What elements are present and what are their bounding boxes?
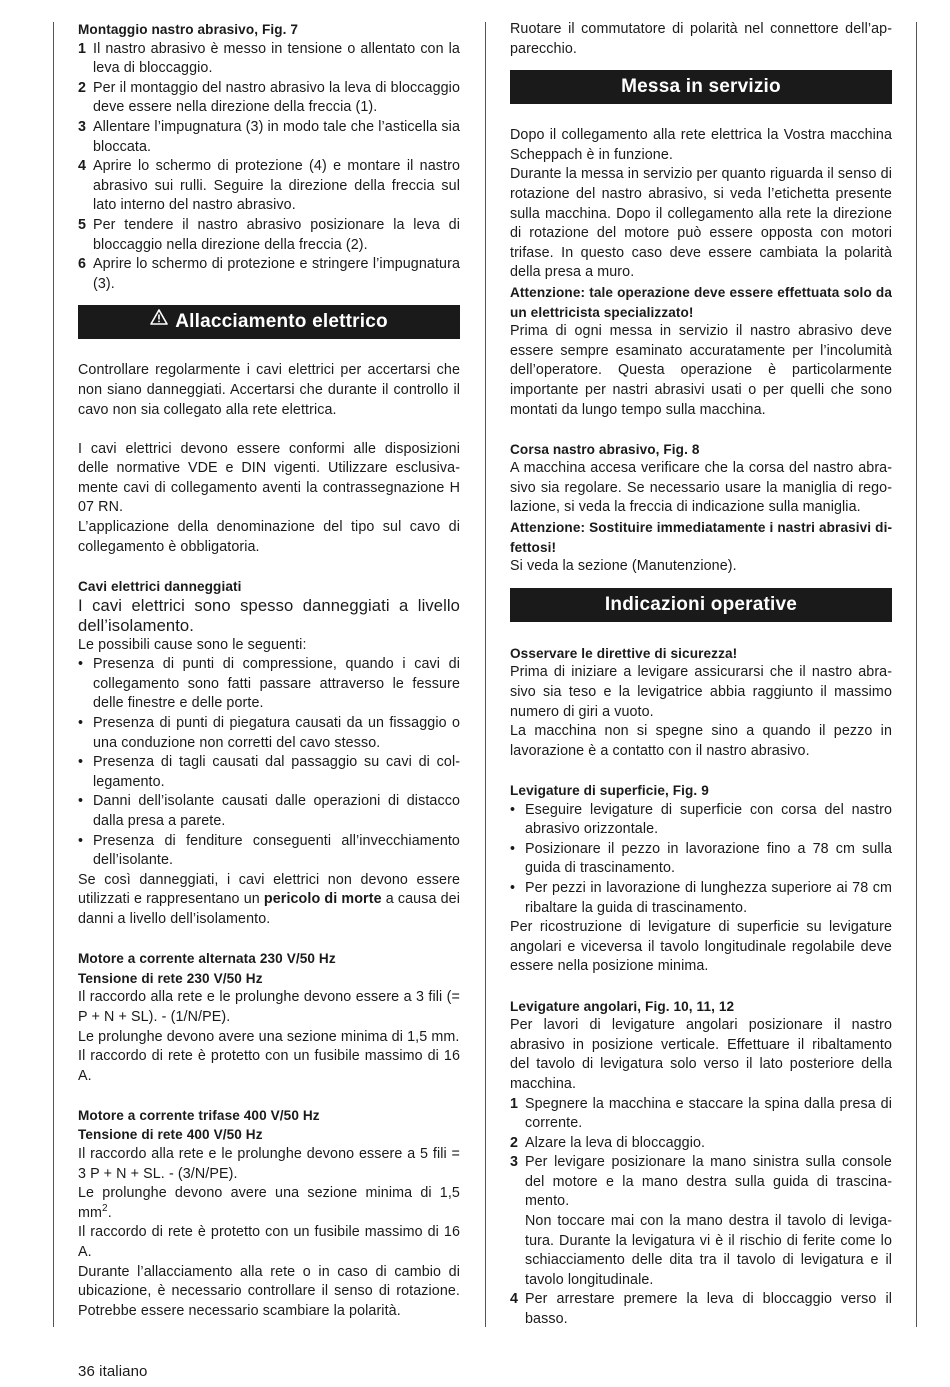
step-number: 1 — [78, 40, 87, 57]
list-item: • Danni dell’isolante causati dalle operazioni di distacco dalla presa a parete. — [78, 792, 460, 831]
step-text: Spegnere la macchina e staccare la spina dalla presa di corrente. — [525, 1095, 892, 1132]
text-run: a causa dei danni a livello dell’isolamento. — [78, 891, 460, 927]
step-number: 5 — [78, 216, 87, 233]
paragraph: Controllare regolarmente i cavi elettrici per accertarsi che non siano danneggiati. Accertarsi che durante il controllo il cavo non sia collegato alla rete elettrica. — [78, 362, 460, 418]
left-margin-rule — [53, 22, 54, 1327]
step-text: Per il montaggio del nastro abrasivo la leva di bloccaggio deve essere nella direzione della freccia (1). — [93, 79, 460, 116]
section-heading-corsa: Corsa nastro abrasivo, Fig. 8 — [510, 441, 700, 457]
step-number: 2 — [78, 79, 87, 96]
warning-text: Attenzione: Sostituire immediatamente i nastri abrasivi difettosi! — [510, 520, 892, 555]
paragraph: Il raccordo di rete è protetto con un fusibile massimo di 16 A. — [78, 1224, 460, 1261]
list-item: • Presenza di fenditure conseguenti all’invecchiamento dell’isolante. — [78, 832, 460, 871]
numbered-step — [78, 118, 460, 157]
bold-warning-text: pericolo di morte — [263, 891, 382, 908]
right-column — [510, 20, 892, 1330]
section-heading-montaggio: Montaggio nastro abrasivo, Fig. 7 — [78, 22, 299, 37]
paragraph: Le possibili cause sono le seguenti: — [78, 636, 307, 653]
step-number: 3 — [510, 1154, 519, 1171]
list-item: • Posizionare il pezzo in lavorazione fino a 78 cm sulla guida di trascinamento. — [510, 840, 892, 879]
numbered-step — [510, 1095, 892, 1134]
text-run: Se così danneggiati, i cavi elettrici non devono essere utilizzati e rappresentano un — [78, 871, 460, 908]
step-text: Il nastro abrasivo è messo in tensione o allentato con la leva di bloccaggio. — [93, 40, 460, 77]
warning-text: Attenzione: tale operazione deve essere effettuata solo da un elettricista specializzato! — [510, 284, 892, 320]
step-number: 6 — [78, 256, 87, 273]
list-item: • Presenza di punti di compressione, quando i cavi di collegamento sono fatti passare attraverso le fessure delle finestre e delle porte. — [78, 655, 460, 714]
text-run: . — [107, 1204, 112, 1221]
paragraph: Prima di iniziare a levigare assicurarsi che il nastro abrasivo sia teso e la levigatrice abbia raggiunto il massimo numero di giri a vuoto. — [510, 664, 892, 720]
numbered-step — [510, 1290, 892, 1329]
section-heading-angolari: Levigature angolari, Fig. 10, 11, 12 — [510, 998, 735, 1014]
superscript: 2 — [102, 1203, 108, 1215]
numbered-step — [78, 216, 460, 255]
paragraph: Ruotare il commutatore di polarità nel connettore dell’apparecchio. — [510, 21, 892, 57]
paragraph: La macchina non si spegne sino a quando il pezzo in lavorazione è a contatto con il nastro abrasivo. — [510, 723, 892, 759]
section-heading-motore-alternata: Motore a corrente alternata 230 V/50 Hz — [78, 951, 336, 967]
center-column-rule — [485, 22, 486, 1327]
section-banner-allacciamento — [78, 305, 460, 339]
warning-triangle-icon — [150, 303, 168, 337]
emphasis-statement: I cavi elettrici sono spesso danneggiati a livello dell’isolamento. — [78, 596, 460, 636]
step-number: 2 — [510, 1134, 519, 1151]
paragraph: Durante la messa in servizio per quanto riguarda il senso di rotazione del nastro abrasivo, si veda l’etichetta presente sulla macchina. Dopo il collegamento alla rete la direzione di rotazione del motore può essere opposta con motori trifase. In questo caso deve essere cambiata la polarità della presa a muro. — [510, 166, 892, 281]
step-text: Per tendere il nastro abrasivo posizionare la leva di bloccaggio nella direzione della freccia (2). — [93, 216, 460, 253]
paragraph: Per lavori di levigature angolari posizionare il nastro abrasivo in posizione verticale. Effettuare il ribaltamento del tavolo di levigatura solo verso il lato posteriore della macchina. — [510, 1017, 892, 1092]
list-item: • Eseguire levigature di superficie con corsa del nastro abrasivo orizzontale. — [510, 801, 892, 840]
section-banner-indicazioni-operative — [510, 588, 892, 622]
paragraph: L’applicazione della denominazione del tipo sul cavo di collegamento è obbligatoria. — [78, 519, 460, 555]
list-item: • Presenza di punti di piegatura causati da un fissaggio o una conduzione non corretti del cavo stesso. — [78, 714, 460, 753]
numbered-step — [78, 255, 460, 294]
right-margin-rule — [916, 22, 917, 1327]
section-banner-messa-in-servizio — [510, 70, 892, 104]
paragraph: Durante l’allacciamento alla rete o in caso di cambio di ubicazione, è necessario controllare il senso di rotazione. Potrebbe essere necessario scambiare la polarità. — [78, 1263, 460, 1319]
list-item: • Presenza di tagli causati dal passaggio su cavi di collegamento. — [78, 753, 460, 792]
section-heading-superficie: Levigature di superficie, Fig. 9 — [510, 783, 709, 798]
paragraph: Si veda la sezione (Manutenzione). — [510, 558, 737, 575]
numbered-step — [78, 40, 460, 79]
surface-sanding-list — [510, 801, 892, 919]
step-text: Alzare la leva di bloccaggio. — [525, 1134, 706, 1151]
step-number: 4 — [510, 1291, 519, 1308]
section-heading-motore-trifase: Motore a corrente trifase 400 V/50 Hz — [78, 1107, 320, 1123]
numbered-step — [510, 1134, 892, 1154]
subheading-tensione: Tensione di rete 230 V/50 Hz — [78, 970, 263, 986]
paragraph: Il raccordo alla rete e le prolunghe devono essere a 5 fili = 3 P + N + SL. - (3/N/PE). — [78, 1146, 460, 1182]
paragraph: Il raccordo alla rete e le prolunghe devono essere a 3 fili (= P + N + SL). - (1/N/PE). — [78, 989, 460, 1025]
left-column — [78, 20, 460, 1321]
step-text: Allentare l’impugnatura (3) in modo tale che l’asticella sia bloccata. — [93, 118, 460, 155]
banner-title: Indicazioni operative — [604, 593, 798, 615]
section-heading-sicurezza: Osservare le direttive di sicurezza! — [510, 645, 738, 661]
step-text: Per arrestare premere la leva di bloccaggio verso il basso. — [525, 1291, 892, 1328]
paragraph: I cavi elettrici devono essere conformi alle disposizioni delle normative VDE e DIN vigenti. Utilizzare esclusivamente cavi di collegamento aventi la contrassegnazione H 07 RN. — [78, 440, 460, 516]
paragraph — [78, 1184, 460, 1223]
numbered-step — [78, 157, 460, 216]
step-number: 4 — [78, 158, 87, 175]
step-note: Non toccare mai con la mano destra il tavolo di levigatura. Durante la levigatura vi è il rischio di ferite come lo schiacciamento delle dita tra il tavolo di levigatura e il tavolo longitudinale. — [525, 1213, 892, 1288]
montaggio-steps — [78, 40, 460, 295]
text-run: Le prolunghe devono avere una sezione minima di 1,5 mm — [78, 1185, 460, 1221]
section-heading-cavi-danneggiati: Cavi elettrici danneggiati — [78, 578, 242, 594]
banner-title: Messa in servizio — [621, 76, 781, 98]
step-number: 3 — [78, 118, 87, 135]
numbered-step — [510, 1153, 892, 1290]
paragraph — [78, 871, 460, 930]
step-text: Aprire lo schermo di protezione e stringere l’impugnatura (3). — [93, 256, 460, 292]
step-text: Aprire lo schermo di protezione (4) e montare il nastro abrasivo sui rulli. Seguire la direzione della freccia sul lato interno del nastro abrasivo. — [93, 158, 460, 214]
paragraph: Prima di ogni messa in servizio il nastro abrasivo deve essere sempre esaminato accuratamente per l’incolumità dell’operatore. Questa operazione è particolarmente importante per nastri abrasivi usati o per quelli che sono montati da lungo tempo sulla macchina. — [510, 323, 892, 418]
paragraph: Le prolunghe devono avere una sezione minima di 1,5 mm. — [78, 1028, 460, 1045]
step-number: 1 — [510, 1095, 519, 1112]
angular-steps — [510, 1095, 892, 1330]
damage-causes-list — [78, 655, 460, 871]
page-footer: 36 italiano — [78, 1363, 148, 1380]
paragraph: Per ricostruzione di levigature di superficie su levigature angolari e viceversa il tavolo longitudinale regolabile deve essere nella posizione minima. — [510, 919, 892, 975]
paragraph: Dopo il collegamento alla rete elettrica la Vostra macchina Scheppach è in funzione. — [510, 127, 892, 163]
paragraph: A macchina accesa verificare che la corsa del nastro abrasivo sia regolare. Se necessario usare la maniglia di regolazione, si veda la freccia di indicazione sulla maniglia. — [510, 460, 892, 516]
list-item: • Per pezzi in lavorazione di lunghezza superiore ai 78 cm ribaltare la guida di trascinamento. — [510, 879, 892, 918]
subheading-tensione: Tensione di rete 400 V/50 Hz — [78, 1127, 263, 1143]
paragraph: Il raccordo di rete è protetto con un fusibile massimo di 16 A. — [78, 1048, 460, 1084]
banner-title: Allacciamento elettrico — [175, 311, 388, 333]
step-text: Per levigare posizionare la mano sinistra sulla console del motore e la mano destra sulla guida di trascinamento. — [525, 1154, 892, 1210]
numbered-step — [78, 79, 460, 118]
